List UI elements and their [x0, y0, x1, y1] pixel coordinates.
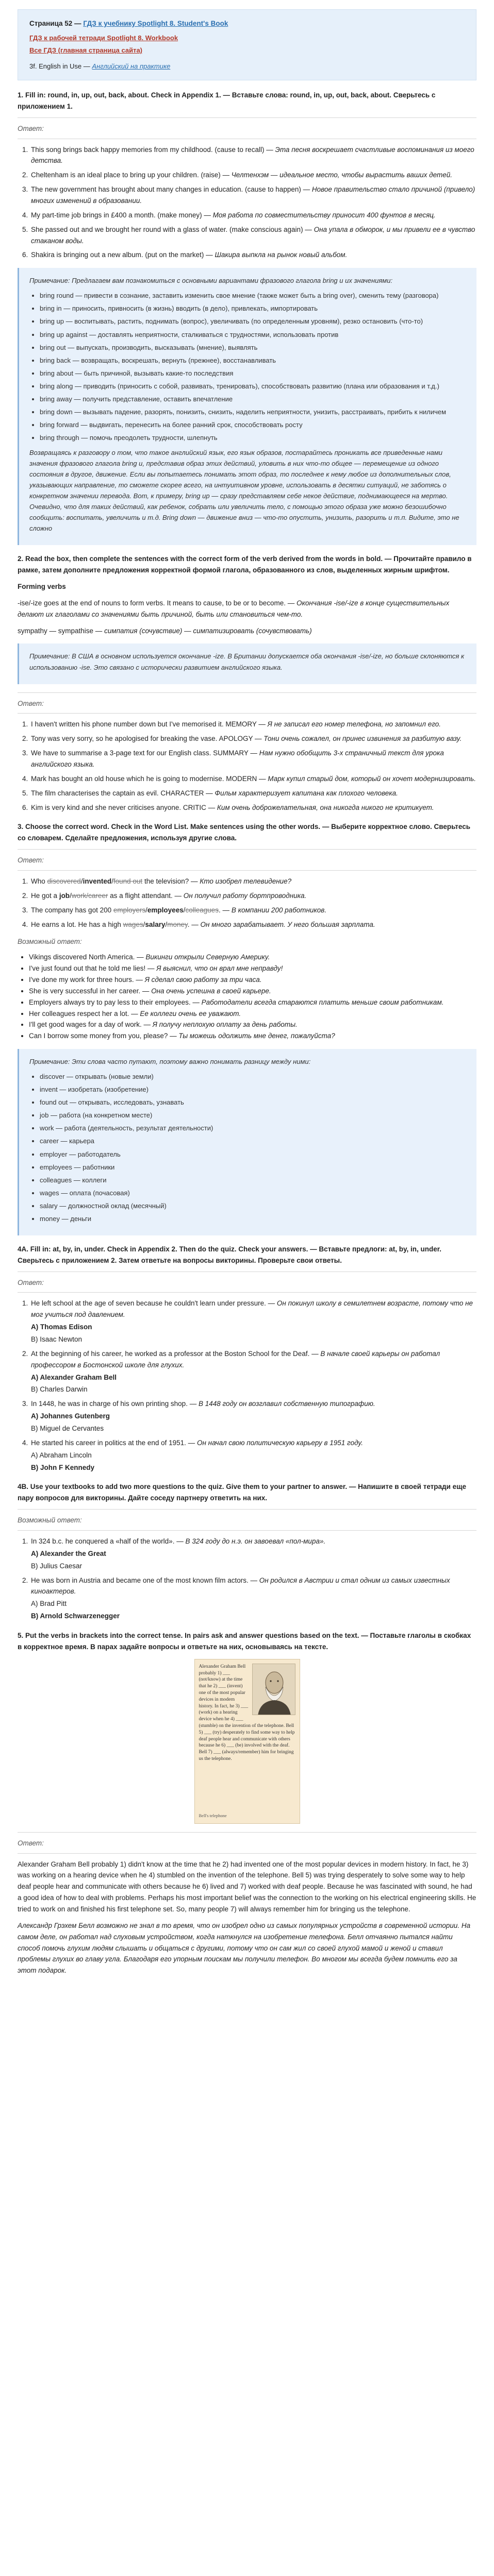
list-item: • bring forward — выдвигать, перенесить на более ранний срок, способствовать росту — [40, 419, 466, 430]
list-item: • bring round — привести в сознание, заставить изменить свое мнение (также может быть a bring over), сменить тему (разговора) — [40, 290, 466, 301]
section-link[interactable]: Английский на практике — [92, 62, 171, 70]
sentence-en: I haven't written his phone number down but I've memorised it. MEMORY — — [31, 720, 266, 728]
divider — [18, 1509, 476, 1510]
section-prefix: 3f. English in Use — — [29, 62, 90, 70]
sentence-en: She is very successful in her career. — — [29, 987, 150, 995]
pre: The company has got 200 — [31, 906, 112, 914]
list-item — [30, 788, 476, 799]
workbook-link[interactable]: ГДЗ к рабочей тетради Spotlight 8. Workbook — [29, 33, 178, 42]
list-item — [30, 1398, 476, 1434]
task-2-answers — [30, 719, 476, 813]
answer-text-ru: Александр Грэхем Белл возможно не знал в то время, что он изобрел одно из самых популярных устройств в современной истории. На самом деле, он работал над слуховым устройством, когда наткнулся на изобретение телефона. Белл отчаянно пытался найти способ помочь глухим людям слышать и общаться с другими, потому что он сам жил со своей глухой мамой и женой и ставил проблемы глухих во главу угла. Благодаря его упорным поискам мы получили телефон. Во многом мы всегда будем помнить его за этот подарок. — [18, 1921, 471, 1975]
list-item: • found out — открывать, исследовать, узнавать — [40, 1097, 466, 1108]
sentence-ru: Я сделал свою работу за три часа. — [144, 976, 262, 984]
all-gdz-link[interactable]: Все ГДЗ (главная страница сайта) — [29, 46, 143, 54]
list-item: 3. The company has got 200 employers/employees/colleagues. — В компании 200 работников. — [30, 905, 476, 916]
list-item: • bring about — быть причиной, вызывать какие-то последствия — [40, 368, 466, 379]
nav-links — [29, 32, 465, 56]
answer-label: Ответ: — [18, 124, 44, 132]
answer-text-en: Alexander Graham Bell probably 1) didn't know at the time that he 2) had invented one of the most popular devices in modern history. In fact, he 3) was working on a hearing device when he 4) stumbled on the invention of the telephone. Bell 5) was trying desperately to solve some way to help deaf people hear and communicate with others because he 6) lived and 7) worked with deaf people. Because he was fascinated with sound, he had a good idea of how to deal with problems. Perhaps his most important belief was the connection to the working on his electrical engineering skills. He tried to work on and finished his first telephone set. So, many people 7) will always remember him for bringing us the telephone. — [18, 1860, 476, 1913]
list-item — [29, 963, 476, 974]
list-item — [30, 249, 476, 261]
note-words — [18, 1049, 476, 1235]
list-item — [29, 952, 476, 963]
wrong-option: wages — [123, 920, 143, 928]
sentence-ru: Новое правительство стало причиной (привело) многих изменений в образовании. — [31, 185, 475, 205]
list-item: 4. He earns a lot. He has a high wages/salary/money. — Он много зарабатывает. У него большая зарплата. — [30, 919, 476, 930]
list-item: 2. He got a job/work/career as a flight attendant. — Он получил работу бортпроводника. — [30, 890, 476, 902]
sentence-en: Can I borrow some money from you, please? — — [29, 1032, 177, 1040]
sentence-en: Cheltenham is an ideal place to bring up your children. (raise) — — [31, 171, 229, 179]
option-b: B) Charles Darwin — [31, 1385, 88, 1394]
divider — [18, 1292, 476, 1293]
pre: Who — [31, 877, 45, 885]
list-item — [29, 986, 476, 997]
post: . — — [187, 920, 199, 928]
sentence-en: Tony was very sorry, so he apologised for breaking the vase. APOLOGY — — [31, 735, 262, 743]
divider — [18, 117, 476, 118]
option-b: B) John F Kennedy — [31, 1463, 95, 1471]
sentence-ru: Он получил работу бортпроводника. — [183, 891, 307, 900]
excerpt-text: Alexander Graham Bell probably 1) ___ (not/know) at the time that he 2) ___ (invent) one of the most popular devices in modern history. In fact, he 3) ___ (work) on a hearing device when he 4) ___ (stumble) on the invention of the telephone. Bell 5) ___ (try) desperately to find some way to help deaf people hear and communicate with others because he 6) ___ (be) involved with the deaf. Bell 7) ___ (always/remember) him for bringing us the telephone. — [199, 1664, 295, 1762]
list-item — [29, 1008, 476, 1020]
task-4b-title: 4B. Use your textbooks to add two more questions to the quiz. Give them to your partner to answer. — Напишите в своей тетради еще пару вопросов для викторины. Дайте соседу партнеру ответить на них. — [18, 1483, 467, 1502]
list-item: • bring in — приносить, привносить (в жизнь) вводить (в дело), привлекать, импортировать — [40, 303, 466, 314]
list-item: • bring out — выпускать, производить, высказывать (мнение), выявлять — [40, 342, 466, 353]
list-item — [30, 773, 476, 785]
task-4a-answers — [30, 1298, 476, 1473]
note-list — [40, 290, 466, 443]
sentence-ru: Ким очень доброжелательная, она никогда никого не критикует. — [217, 803, 434, 811]
option-b: B) Miguel de Cervantes — [31, 1424, 104, 1432]
list-item — [29, 997, 476, 1008]
example-ru: симпатия (сочувствие) — симпатизировать (сочувствовать) — [104, 626, 312, 635]
sentence-en: Kim is very kind and she never criticises anyone. CRITIC — — [31, 803, 216, 811]
list-item: • money — деньги — [40, 1213, 466, 1224]
task-4a-title: 4A. Fill in: at, by, in, under. Check in Appendix 2. Then do the quiz. Check your answers. — Вставьте предлоги: at, by, in, under. Сверьтесь с приложением 2. Затем ответьте на вопросы викторины. Проверьте свои ответы. — [18, 1245, 442, 1264]
list-item — [30, 210, 476, 221]
post: as a flight attendant. — — [110, 891, 182, 900]
sentence-ru: Он много зарабатывает. У него большая зарплата. — [200, 920, 375, 928]
list-item: • discover — открывать (новые земли) — [40, 1071, 466, 1082]
sentence-en: Vikings discovered North America. — — [29, 953, 144, 961]
list-item — [30, 144, 476, 167]
sentence-en: He started his career in politics at the end of 1951. — — [31, 1438, 195, 1447]
sentence-ru: Он покинул школу в семилетнем возрасте, потому что не мог учиться под давлением. — [31, 1299, 473, 1319]
sentence-ru: Я выяснил, что он врал мне неправду! — [156, 964, 283, 973]
note-footer: Возвращаясь к разговору о том, что такое английский язык, его язык образов, постарайтесь проникать все приведенные нами значения фразового глагола bring и, представив образ этих действий, уловить в них что-то общее — перемещение из одного состояния в другое, движение. Если вы попытаетесь понимать этот образ, то последнее к нему любое из дополнительных слов, указывающих направление, то сможете скорее всего, на интуитивном уровне, использовать в десятки ситуаций, не заботясь о конкретном значении перевода. Вот, к примеру, bring up — сразу представляем себе некое действие, поднимающееся на мертво. Очевидно, что для таких действий, как ребенок, собрать или увеличить тело, с помощью этого образа уже можно безошибочно сообщить: воспитать, увеличить и т.д. Bring down — движение вниз — что-то опустить, унизить, разорить и т.п. Видите, это не сложно — [29, 448, 459, 533]
option-a: A) Thomas Edison — [31, 1323, 92, 1331]
sentence-en: I'll get good wages for a day of work. — — [29, 1021, 151, 1029]
sentence-en: The new government has brought about many changes in education. (cause to happen) — — [31, 185, 310, 194]
wrong-option: money — [167, 920, 188, 928]
sentence-ru: Я не записал его номер телефона, но запомнил его. — [267, 720, 441, 728]
page-crumb — [29, 18, 465, 29]
sentence-ru: Он родился в Австрии и стал одним из самых известных киноактеров. — [31, 1576, 450, 1596]
list-item: • colleagues — коллеги — [40, 1175, 466, 1185]
list-item — [30, 1536, 476, 1572]
bell-portrait-icon — [252, 1664, 295, 1715]
list-item — [30, 1437, 476, 1473]
sentence-ru: В компании 200 работников. — [231, 906, 327, 914]
list-item — [30, 224, 476, 247]
list-item: • employer — работодатель — [40, 1149, 466, 1160]
list-item: • job — работа (на конкретном месте) — [40, 1110, 466, 1121]
forming-verbs-heading: Forming verbs — [18, 583, 66, 591]
answer-label: Ответ: — [18, 1839, 44, 1847]
list-item — [30, 1348, 476, 1395]
nav-item — [29, 45, 465, 56]
divider — [18, 692, 476, 693]
sentence-ru: Викинги открыли Северную Америку. — [145, 953, 270, 961]
sentence-en: In 324 b.c. he conquered a «half of the world». — — [31, 1537, 184, 1545]
sentence-en: Mark has bought an old house which he is going to modernise. MODERN — — [31, 774, 266, 783]
sentence-en: In 1448, he was in charge of his own printing shop. — — [31, 1400, 197, 1408]
sentence-ru: Ее коллеги очень ее уважают. — [140, 1009, 241, 1018]
option-b: B) Arnold Schwarzenegger — [31, 1612, 120, 1620]
option-a: A) Johannes Gutenberg — [31, 1412, 110, 1420]
textbook-excerpt-image — [194, 1659, 300, 1824]
sentence-ru: Нам нужно обобщить 3-х страничный текст для урока английского языка. — [31, 749, 444, 768]
sentence-en: Shakira is bringing out a new album. (put on the market) — — [31, 251, 213, 259]
sentence-ru: Эта песня воскрешает счастливые воспоминания из моего детства. — [31, 145, 474, 165]
sentence-en: He was born in Austria and became one of the most known film actors. — — [31, 1576, 257, 1584]
sentence-ru: Кто изобрел телевидение? — [200, 877, 292, 885]
list-item: • salary — должностной оклад (месячный) — [40, 1200, 466, 1211]
task-1-answers — [30, 144, 476, 261]
list-item: • work — работа (деятельность, результат деятельности) — [40, 1123, 466, 1133]
task-3-title: 3. Choose the correct word. Check in the Word List. Make sentences using the other words. — Выберите корректное слово. Сверьтесь со словарем. Сделайте предложения, используя другие слова. — [18, 823, 471, 842]
list-item — [30, 802, 476, 814]
divider — [18, 1832, 476, 1833]
example-en: sympathy — sympathise — — [18, 626, 103, 635]
sentence-en: The film characterises the captain as evil. CHARACTER — — [31, 789, 213, 797]
list-item — [30, 733, 476, 744]
sentence-ru: В 324 году до н.э. он завоевал «пол-мира». — [185, 1537, 326, 1545]
wrong-option: employers — [113, 906, 146, 914]
textbook-image-wrap — [18, 1659, 476, 1824]
post: . — — [219, 906, 230, 914]
sentence-ru: Фильм характеризует капитана как плохого человека. — [215, 789, 398, 797]
list-item: • bring along — приводить (приносить с собой, развивать, тренировать), способствовать развитию (плана или образования и т.д.) — [40, 381, 466, 392]
list-item: • bring up — воспитывать, растить, поднимать (вопрос), увеличивать (по определенным уровням), резко остановить (что-то) — [40, 316, 466, 327]
task-4b-answers — [30, 1536, 476, 1622]
possible-answers — [29, 952, 476, 1042]
option-a: A) Brad Pitt — [31, 1600, 67, 1608]
sentence-ru: Марк купил старый дом, который он хочет модернизировать. — [268, 774, 476, 783]
answer-label: Возможный ответ: — [18, 1516, 82, 1524]
navigation-box — [18, 9, 476, 80]
list-item — [30, 170, 476, 181]
note-intro: Примечание: Предлагаем вам познакомиться с основными вариантами фразового глагола bring и их значениями: — [29, 277, 393, 285]
list-item — [30, 184, 476, 207]
list-item — [30, 748, 476, 770]
wrong-option: discovered — [47, 877, 81, 885]
note-list — [40, 1071, 466, 1224]
pre: He earns a lot. He has a high — [31, 920, 121, 928]
list-item — [30, 719, 476, 730]
rule — [18, 598, 476, 620]
excerpt-caption: Bell's telephone — [199, 1813, 227, 1819]
sentence-en: My part-time job brings in £400 a month. (make money) — — [31, 211, 211, 219]
sentence-ru: Тони очень сожалел, он принес извинения за разбитую вазу. — [264, 735, 462, 743]
correct-option: employees — [147, 906, 184, 914]
sentence-ru: В 1448 году он возглавил собственную типографию. — [198, 1400, 375, 1408]
list-item — [30, 1298, 476, 1345]
rule-ru: Окончания -ise/-ize в конце существительных делают их глаголами со значениями быть причиной, быть или становиться чем-то. — [18, 599, 450, 618]
list-item: • wages — оплата (почасовая) — [40, 1188, 466, 1198]
answer-label: Ответ: — [18, 699, 44, 707]
list-item: • bring away — получить представление, оставить впечатление — [40, 394, 466, 404]
list-item: 1. Who discovered/invented/found out the television? — Кто изобрел телевидение? — [30, 876, 476, 887]
sentence-ru: Я получу неплохую оплату за день работы. — [152, 1021, 298, 1029]
divider — [18, 1853, 476, 1854]
list-item: • employees — работники — [40, 1162, 466, 1173]
example — [18, 625, 476, 637]
possible-answer-label: Возможный ответ: — [18, 938, 82, 946]
sentence-ru: Она упала в обморок, и мы привели ее в чувство стаканом воды. — [31, 225, 475, 245]
task-1-title: 1. Fill in: round, in, up, out, back, about. Check in Appendix 1. — Вставьте слова: round, in, up, out, back, about. Сверьтесь с приложением 1. — [18, 91, 436, 110]
nav-item — [29, 32, 465, 43]
option-b: B) Julius Caesar — [31, 1562, 83, 1570]
list-item: • bring through — помочь преодолеть трудности, шлепнуть — [40, 432, 466, 443]
option-a: A) Alexander Graham Bell — [31, 1373, 117, 1381]
list-item — [29, 1019, 476, 1030]
sentence-en: At the beginning of his career, he worked as a professor at the Boston School for the Deaf. — — [31, 1349, 319, 1358]
sentence-ru: Моя работа по совместительству приносит 400 фунтов в месяц. — [212, 211, 436, 219]
student-book-link[interactable]: ГДЗ к учебнику Spotlight 8. Student's Book — [83, 20, 228, 27]
note-ize — [18, 643, 476, 684]
note-intro: Примечание: Эти слова часто путают, поэтому важно понимать разницу между ними: — [29, 1058, 311, 1066]
sentence-en: He left school at the age of seven because he couldn't learn under pressure. — — [31, 1299, 275, 1308]
note-bring — [18, 268, 476, 545]
sentence-ru: Ты можешь одолжить мне денег, пожалуйста? — [178, 1032, 335, 1040]
sentence-en: Her colleagues respect her a lot. — — [29, 1009, 138, 1018]
option-a: A) Alexander the Great — [31, 1549, 106, 1557]
task-5-title: 5. Put the verbs in brackets into the correct tense. In pairs ask and answer questions based on the text. — Поставьте глаголы в скобках в корректное время. В парах задайте вопросы и ответьте на них, основываясь на тексте. — [18, 1631, 471, 1651]
wrong-option: colleagues — [185, 906, 219, 914]
page-prefix: Страница 52 — — [29, 20, 81, 27]
answer-label: Ответ: — [18, 1278, 44, 1286]
wrong-option: work/career — [71, 891, 108, 900]
sentence-ru: Шакира выпкла на рынок новый альбом. — [215, 251, 348, 259]
option-b: B) Isaac Newton — [31, 1335, 83, 1343]
note-text: Примечание: В США в основном используется окончание -ize. В Британии допускается оба окончания -ise/-ize, но больше склоняются к использованию -ise. Это связано с исторически развитием английского языка. — [29, 652, 465, 671]
divider — [18, 713, 476, 714]
sentence-en: I've just found out that he told me lies! — — [29, 964, 155, 973]
correct-option: invented — [83, 877, 112, 885]
task-2-title: 2. Read the box, then complete the sentences with the correct form of the verb derived from the words in bold. — Прочитайте правило в рамке, затем дополните предложения корректной формой глагола, образованного из слов, выделенных жирным шрифтом. — [18, 555, 472, 574]
list-item: • bring up against — доставлять неприятности, сталкиваться с трудностями, использовать против — [40, 329, 466, 340]
correct-option: job — [59, 891, 70, 900]
rule-en: -ise/-ize goes at the end of nouns to form verbs. It means to cause, to be or to become. — — [18, 599, 295, 607]
list-item — [29, 1030, 476, 1042]
section-line — [29, 61, 465, 72]
divider — [18, 870, 476, 871]
list-item: • career — карьера — [40, 1136, 466, 1146]
list-item: • bring back — возвращать, воскрешать, вернуть (прежнее), восстанавливать — [40, 355, 466, 366]
sentence-ru: Работодатели всегда стараются платить меньше своим работникам. — [201, 998, 444, 1006]
list-item — [29, 974, 476, 986]
sentence-en: This song brings back happy memories from my childhood. (cause to recall) — — [31, 145, 273, 154]
sentence-en: Employers always try to pay less to their employees. — — [29, 998, 200, 1006]
sentence-ru: В начале своей карьеры он работал профессором в Бостонской школе для глухих. — [31, 1349, 440, 1369]
list-item — [30, 1575, 476, 1622]
divider — [18, 1530, 476, 1531]
wrong-option: found out — [113, 877, 143, 885]
sentence-ru: Он начал свою политическую карьеру в 1951 году. — [196, 1438, 363, 1447]
list-item: • invent — изобретать (изобретение) — [40, 1084, 466, 1095]
sentence-ru: Челтенхэм — идеальное место, чтобы вырастить ваших детей. — [231, 171, 452, 179]
sentence-ru: Она очень успешна в своей карьере. — [151, 987, 271, 995]
post: the television? — — [144, 877, 198, 885]
list-item: • bring down — вызывать падение, разорять, понизить, снизить, наделить неприятности, унизить, расстраивать, прибить к ниличем — [40, 406, 466, 417]
sentence-en: She passed out and we brought her round with a glass of water. (make conscious again) — — [31, 225, 312, 233]
correct-option: salary — [145, 920, 166, 928]
answer-label: Ответ: — [18, 856, 44, 865]
task-3-answers — [30, 876, 476, 930]
sentence-en: I've done my work for three hours. — — [29, 976, 143, 984]
sentence-en: We have to summarise a 3-page text for our English class. SUMMARY — — [31, 749, 257, 757]
divider — [18, 849, 476, 850]
pre: He got a — [31, 891, 58, 900]
option-a: A) Abraham Lincoln — [31, 1451, 92, 1459]
